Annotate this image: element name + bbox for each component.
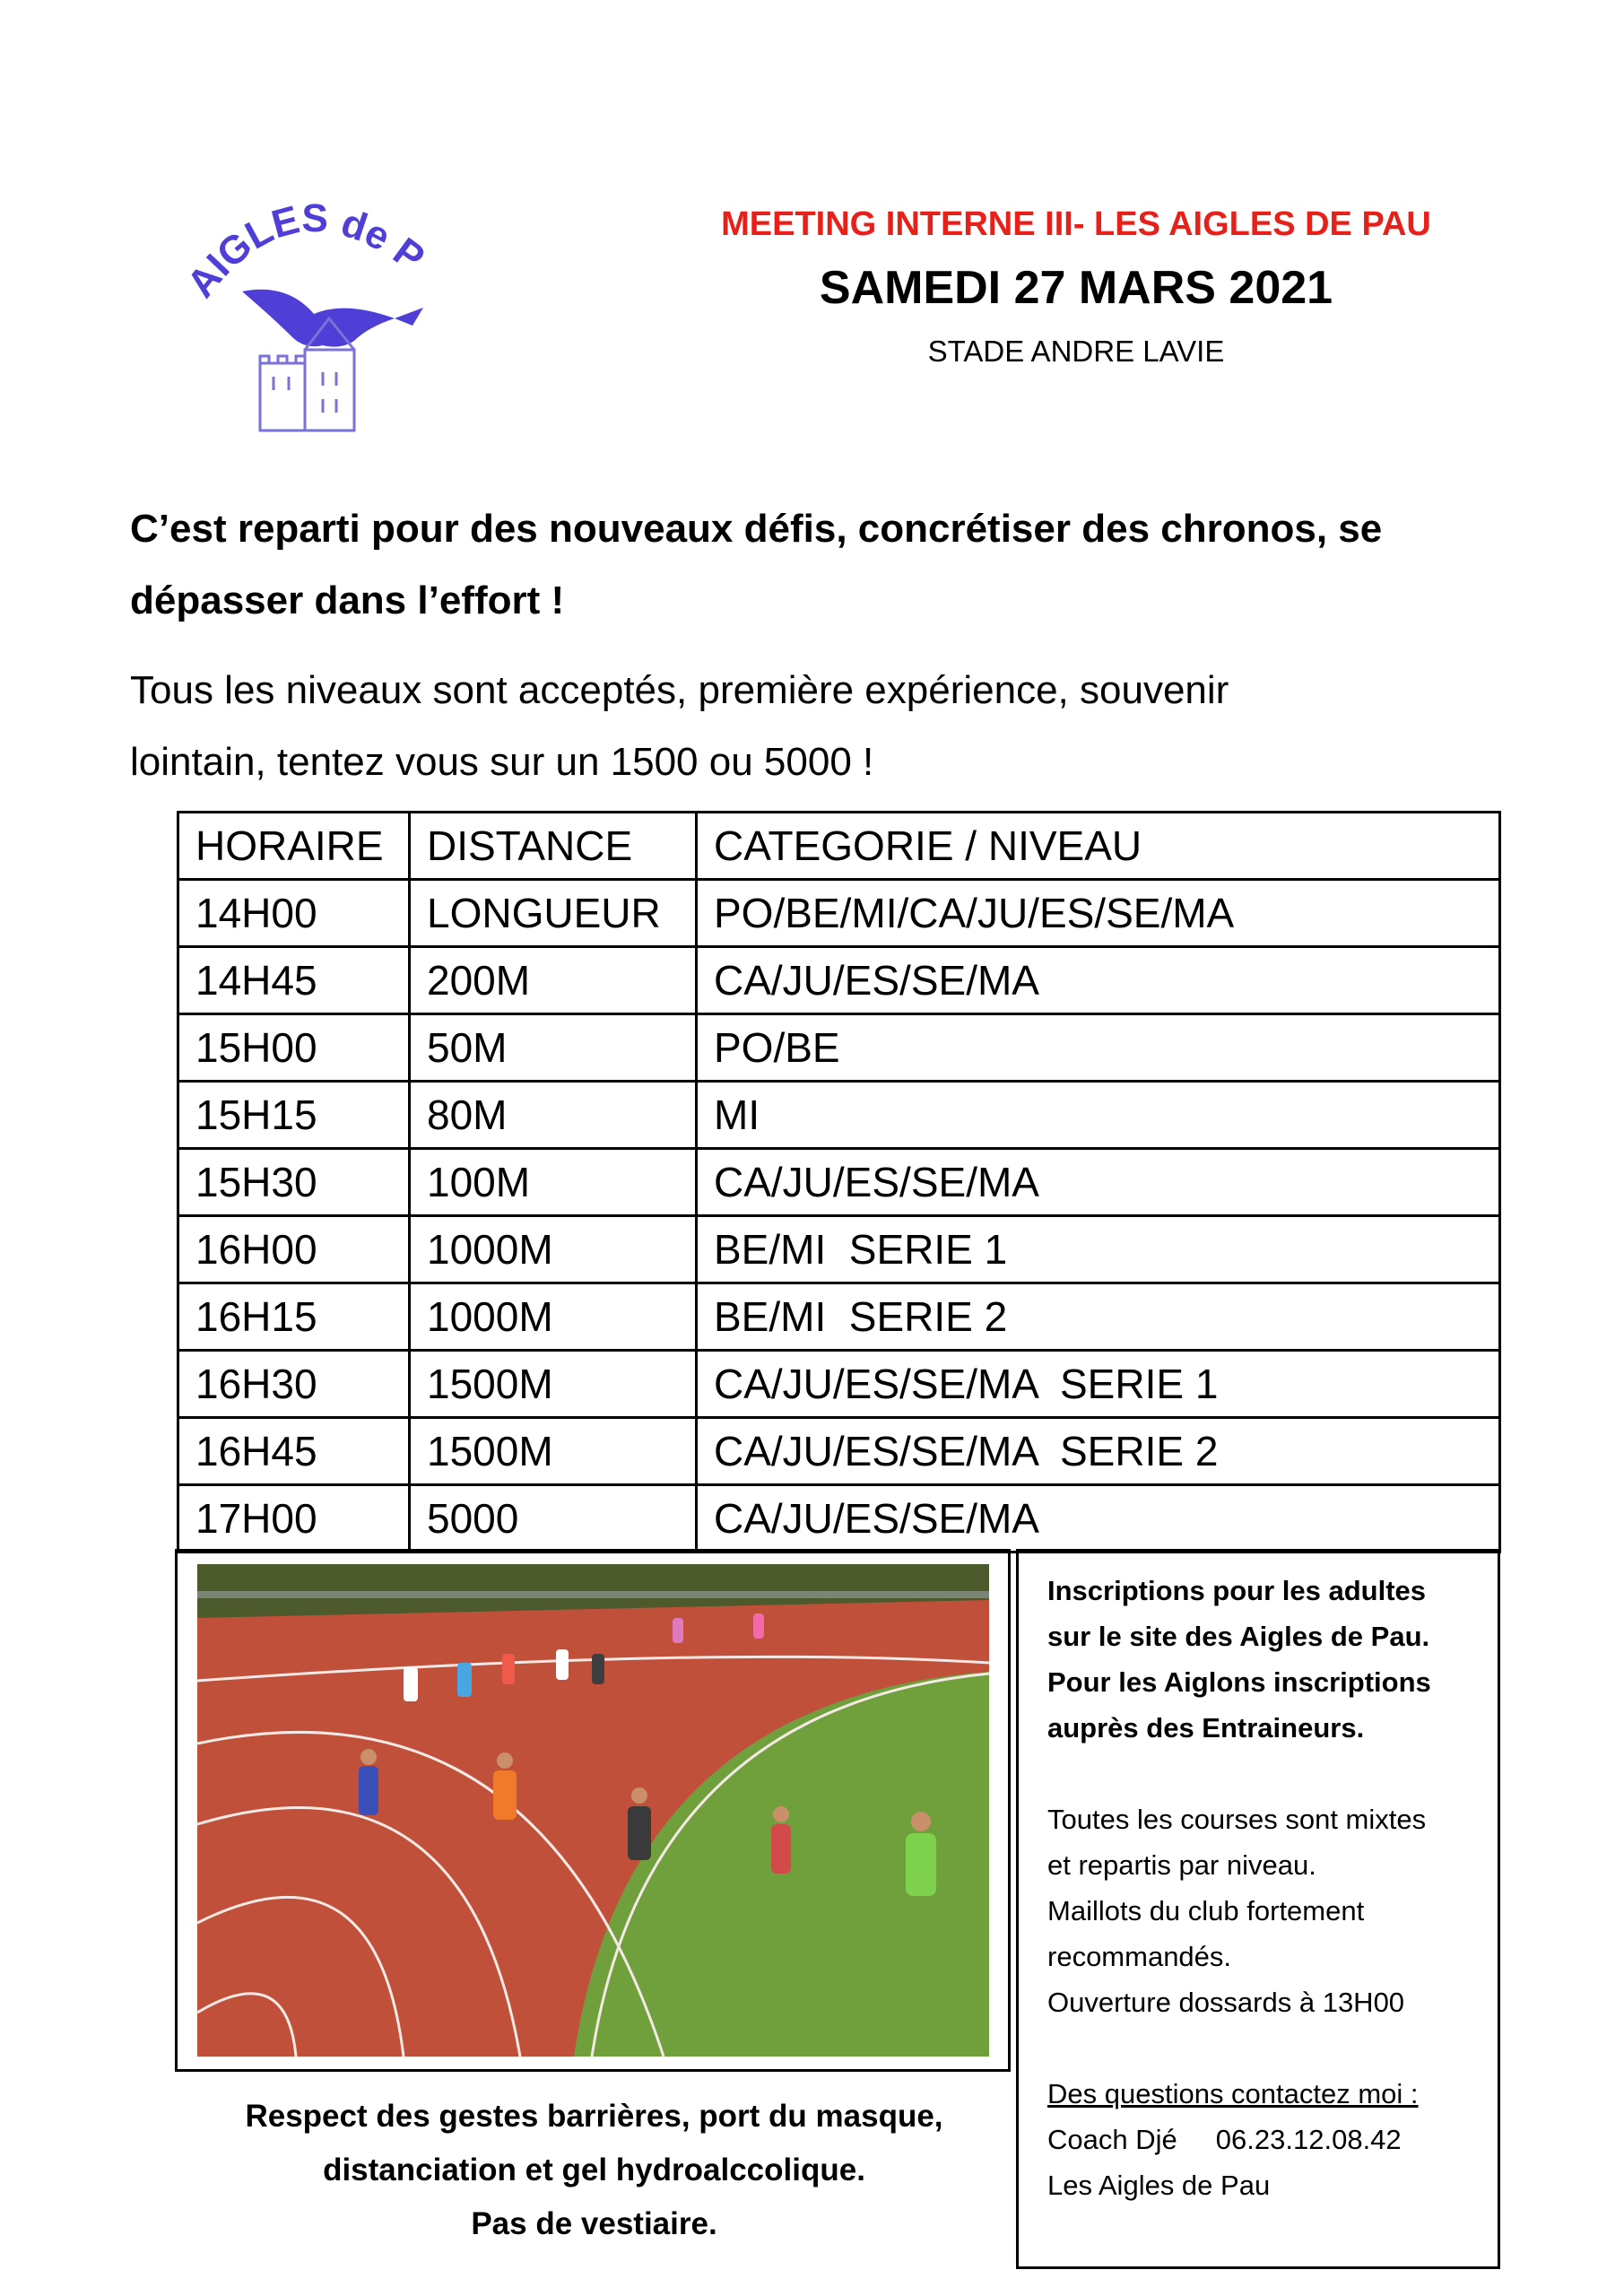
contact-name-phone: Coach Djé 06.23.12.08.42 [1047, 2124, 1402, 2155]
cell-distance: 1000M [410, 1283, 697, 1351]
notice-line: Pas de vestiaire. [471, 2206, 717, 2241]
cell-distance: 1000M [410, 1216, 697, 1283]
info-bold-line: Pour les Aiglons inscriptions [1047, 1666, 1431, 1698]
header-distance: DISTANCE [410, 813, 697, 880]
table-header-row [178, 813, 1500, 880]
running-track-photo [197, 1564, 989, 2057]
info-line: recommandés. [1047, 1941, 1232, 1972]
cell-time: 15H15 [178, 1082, 410, 1149]
runners-on-track-image-icon [197, 1564, 989, 2057]
intro-bold-line: dépasser dans l’effort ! [130, 578, 565, 622]
cell-distance: 200M [410, 947, 697, 1014]
cell-time: 14H00 [178, 880, 410, 947]
cell-category: BE/MI SERIE 1 [697, 1216, 1500, 1283]
cell-category: CA/JU/ES/SE/MA [697, 1485, 1500, 1552]
header-horaire: HORAIRE [178, 813, 410, 880]
cell-category: CA/JU/ES/SE/MA [697, 947, 1500, 1014]
cell-distance: 100M [410, 1149, 697, 1216]
notice-line: distanciation et gel hydroalccolique. [323, 2152, 865, 2187]
cell-category: MI [697, 1082, 1500, 1149]
intro-line: lointain, tentez vous sur un 1500 ou 5000 ! [130, 740, 874, 784]
table-row [178, 1418, 1500, 1485]
info-line: Maillots du club fortement [1047, 1895, 1365, 1926]
covid-notice [175, 2090, 1013, 2251]
intro-line: Tous les niveaux sont acceptés, première expérience, souvenir [130, 668, 1229, 712]
cell-distance: 1500M [410, 1351, 697, 1418]
cell-distance: 50M [410, 1014, 697, 1082]
table-row [178, 1014, 1500, 1082]
cell-time: 16H30 [178, 1351, 410, 1418]
cell-time: 16H45 [178, 1418, 410, 1485]
table-row [178, 1283, 1500, 1351]
schedule-table [177, 811, 1501, 1553]
info-line: et repartis par niveau. [1047, 1849, 1316, 1881]
cell-category: BE/MI SERIE 2 [697, 1283, 1500, 1351]
table-row [178, 1149, 1500, 1216]
info-bold-line: Inscriptions pour les adultes [1047, 1575, 1427, 1606]
cell-distance: LONGUEUR [410, 880, 697, 947]
cell-category: PO/BE [697, 1014, 1500, 1082]
photo-frame [175, 1549, 1011, 2072]
venue: STADE ANDRE LAVIE [927, 335, 1225, 368]
table-row [178, 1485, 1500, 1552]
header-categorie: CATEGORIE / NIVEAU [697, 813, 1500, 880]
cell-time: 16H15 [178, 1283, 410, 1351]
cell-time: 15H00 [178, 1014, 410, 1082]
cell-time: 14H45 [178, 947, 410, 1014]
cell-time: 15H30 [178, 1149, 410, 1216]
meeting-title: MEETING INTERNE III- LES AIGLES DE PAU [721, 205, 1431, 243]
info-line: Toutes les courses sont mixtes [1047, 1804, 1427, 1835]
info-bold-line: sur le site des Aigles de Pau. [1047, 1621, 1430, 1652]
notice-line: Respect des gestes barrières, port du masque, [245, 2099, 943, 2134]
cell-category: CA/JU/ES/SE/MA SERIE 1 [697, 1351, 1500, 1418]
event-date: SAMEDI 27 MARS 2021 [819, 262, 1333, 314]
intro-text [130, 655, 1529, 798]
club-logo [188, 193, 444, 439]
cell-time: 16H00 [178, 1216, 410, 1283]
table-row [178, 1216, 1500, 1283]
svg-text:AIGLES de PAU [188, 193, 431, 306]
table-row [178, 1082, 1500, 1149]
table-row [178, 947, 1500, 1014]
header [628, 199, 1524, 377]
info-line: Ouverture dossards à 13H00 [1047, 1987, 1405, 2018]
cell-category: CA/JU/ES/SE/MA SERIE 2 [697, 1418, 1500, 1485]
cell-distance: 1500M [410, 1418, 697, 1485]
cell-distance: 80M [410, 1082, 697, 1149]
cell-time: 17H00 [178, 1485, 410, 1552]
cell-distance: 5000 [410, 1485, 697, 1552]
intro-bold-line: C’est reparti pour des nouveaux défis, concrétiser des chronos, se [130, 507, 1383, 551]
table-row [178, 880, 1500, 947]
eagle-castle-logo-icon [188, 193, 444, 439]
contact-heading: Des questions contactez moi : [1047, 2078, 1419, 2109]
info-box [1016, 1549, 1500, 2269]
table-row [178, 1351, 1500, 1418]
cell-category: CA/JU/ES/SE/MA [697, 1149, 1500, 1216]
intro-bold [130, 493, 1529, 637]
logo-text: IGLES de P [198, 196, 430, 284]
club-name: Les Aigles de Pau [1047, 2170, 1271, 2201]
info-bold-line: auprès des Entraineurs. [1047, 1712, 1365, 1744]
cell-category: PO/BE/MI/CA/JU/ES/SE/MA [697, 880, 1500, 947]
